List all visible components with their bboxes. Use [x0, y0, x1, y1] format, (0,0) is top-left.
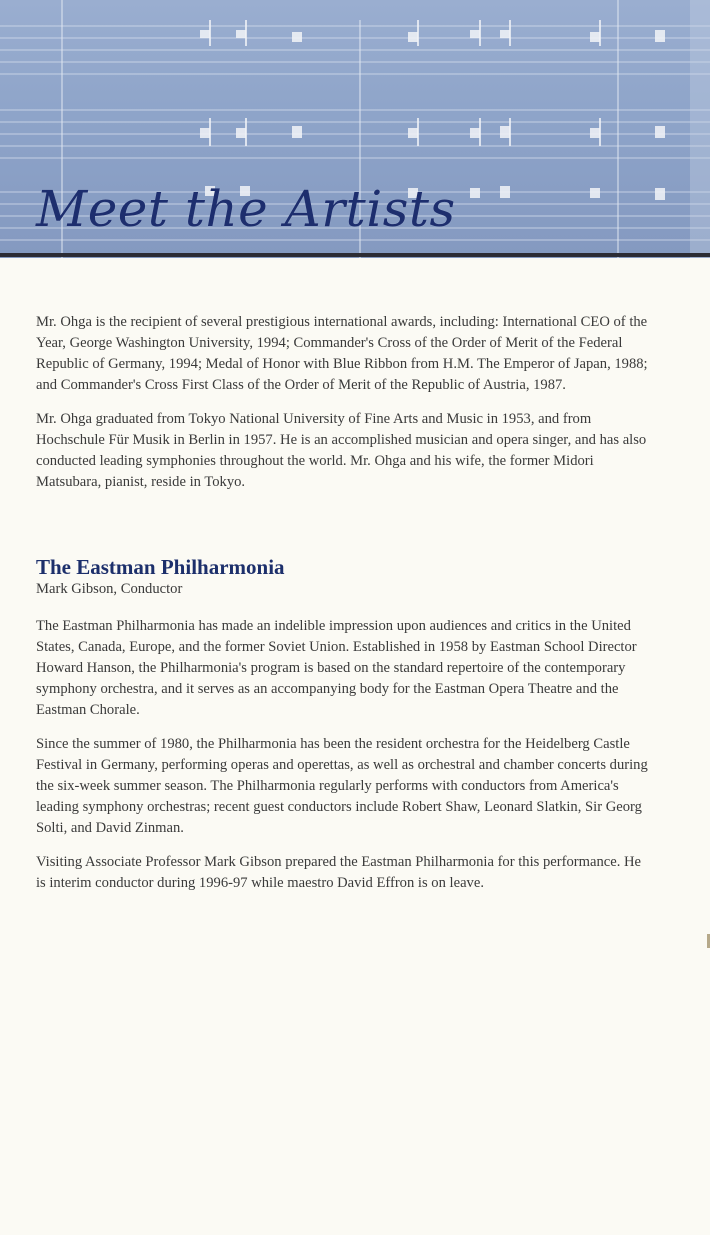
header-banner	[0, 0, 710, 258]
section-heading: The Eastman Philharmonia	[36, 555, 285, 579]
page-title: Meet the Artists	[36, 180, 456, 238]
header-rule	[0, 253, 710, 257]
paragraph-gibson: Visiting Associate Professor Mark Gibson prepared the Eastman Philharmonia for this performance. He is interim conductor during 1996-97 while maestro David Effron is on leave.	[36, 854, 642, 891]
paragraph-education: Mr. Ohga graduated from Tokyo National University of Fine Arts and Music in 1953, and from Hochschule Für Musik in Berlin in 1957. He is an accomplished musician and opera singer, and has also conducted leading symphonies throughout the world. Mr. Ohga and his wife, the former Midori Matsubara, pianist, reside in Tokyo.	[36, 411, 647, 490]
article-body	[36, 312, 648, 907]
paragraph-history: The Eastman Philharmonia has made an indelible impression upon audiences and critics in the United States, Canada, Europe, and the former Soviet Union. Established in 1958 by Eastman School Director Howard Hanson, the Philharmonia's program is based on the standard repertoire of the contemporary symphony orchestra, and it serves as an accompanying body for the Eastman Opera Theatre and the Eastman Chorale.	[36, 618, 637, 718]
paragraph-heidelberg: Since the summer of 1980, the Philharmonia has been the resident orchestra for the Heidelberg Castle Festival in Germany, performing operas and operettas, as well as orchestral and chamber concerts during the six-week summer season. The Philharmonia regularly performs with conductors from America's leading symphony orchestras; recent guest conductors include Robert Shaw, Leonard Slatkin, Sir Georg Solti, and David Zinman.	[36, 736, 648, 836]
section-subheading: Mark Gibson, Conductor	[36, 581, 183, 597]
paragraph-awards: Mr. Ohga is the recipient of several prestigious international awards, including: International CEO of the Year, George Washington University, 1994; Commander's Cross of the Order of Merit of the Federal Republic of Germany, 1994; Medal of Honor with Blue Ribbon from H.M. The Emperor of Japan, 1988; and Commander's Cross First Class of the Order of Merit of the Republic of Austria, 1987.	[36, 314, 648, 393]
